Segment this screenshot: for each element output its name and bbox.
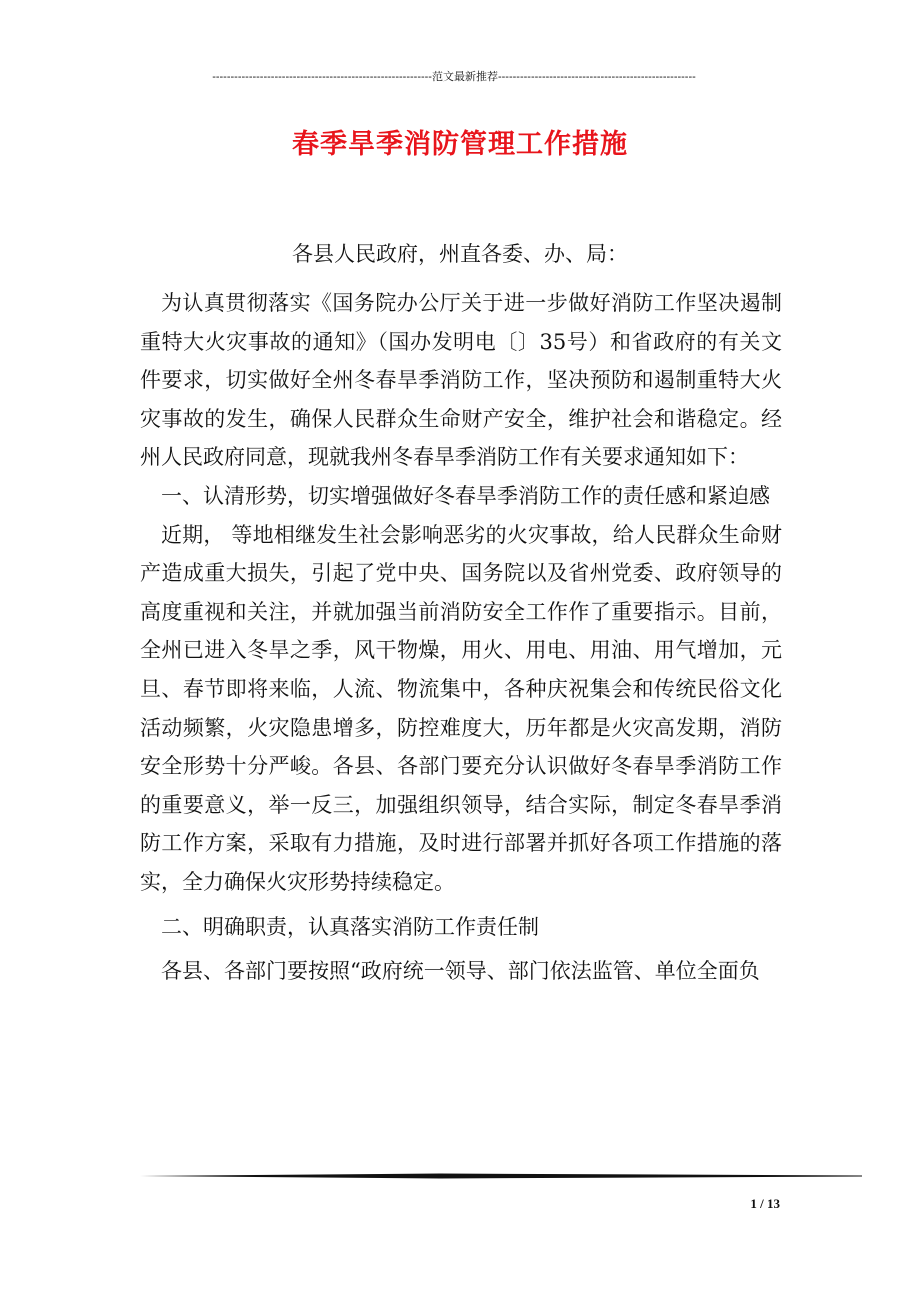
paragraph-section-2: 各县、各部门要按照“政府统一领导、部门依法监管、单位全面负 (161, 959, 760, 984)
section-heading-1: 一、认清形势，切实增强做好冬春旱季消防工作的责任感和紧迫感 (161, 483, 770, 508)
header-dash-right: ------------------------------------------------------ (497, 71, 696, 83)
header-dash-left: ------------------------------------------------------------ (212, 71, 432, 83)
document-title: 春季旱季消防管理工作措施 (292, 129, 628, 160)
document-body (140, 284, 782, 991)
section-heading-2: 二、明确职责，认真落实消防工作责任制 (161, 914, 539, 939)
paragraph-section-1: 近期， 等地相继发生社会影响恶劣的火灾事故，给人民群众生命财产造成重大损失，引起了党中央、国务院以及省州党委、政府领导的高度重视和关注，并就加强当前消防安全工作作了重要指示。目前，全州已进入冬旱之季，风干物燥，用火、用电、用油、用气增加，元旦、春节即将来临，人流、物流集中，各种庆祝集会和传统民俗文化活动频繁，火灾隐患增多，防控难度大，历年都是火灾高发期，消防安全形势十分严峻。各县、各部门要充分认识做好冬春旱季消防工作的重要意义，举一反三，加强组织领导，结合实际，制定冬春旱季消防工作方案，采取有力措施，及时进行部署并抓好各项工作措施的落实，全力确保火灾形势持续稳定。 (140, 522, 782, 894)
page-number: 1 / 13 (750, 1196, 780, 1211)
footer-rule (140, 1172, 862, 1180)
header-banner (140, 68, 768, 84)
header-label: 范文最新推荐 (431, 71, 498, 83)
salutation: 各县人民政府，州直各委、办、局： (292, 242, 628, 266)
paragraph-intro: 为认真贯彻落实《国务院办公厅关于进一步做好消防工作坚决遏制重特大火灾事故的通知》（国办发明电〔〕35号）和省政府的有关文件要求，切实做好全州冬春旱季消防工作，坚决预防和遏制重特大火灾事故的发生，确保人民群众生命财产安全，维护社会和谐稳定。经州人民政府同意，现就我州冬春旱季消防工作有关要求通知如下： (140, 291, 782, 470)
